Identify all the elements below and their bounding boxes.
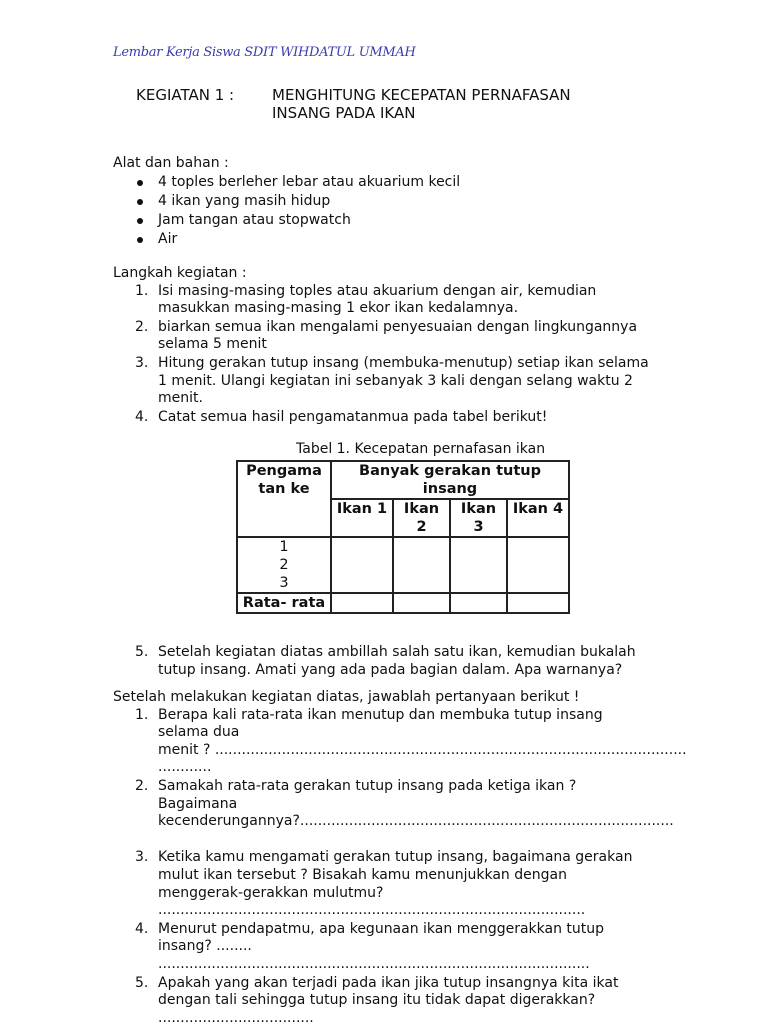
- question-item-line: mulut ikan tersebut ? Bisakah kamu menunjukkan dengan: [158, 866, 567, 883]
- question-item-number: 2.: [135, 777, 149, 794]
- question-item: [113, 778, 693, 848]
- col-ikan-3: Ikan 3: [450, 499, 507, 537]
- step-5: [113, 644, 693, 680]
- cell[interactable]: [507, 593, 569, 613]
- question-item-number: 3.: [135, 849, 149, 866]
- material-item: Air: [113, 230, 693, 249]
- question-item-number: 5.: [135, 974, 149, 991]
- question-item-line: insang? ........: [158, 938, 252, 955]
- question-item: [113, 921, 693, 974]
- materials-heading: Alat dan bahan :: [113, 155, 229, 171]
- question-item: [113, 707, 693, 777]
- step-item: [113, 319, 693, 354]
- material-item: 4 toples berleher lebar atau akuarium kecil: [113, 173, 693, 192]
- step-item-number: 2.: [135, 318, 149, 335]
- table-caption: Tabel 1. Kecepatan pernafasan ikan: [296, 441, 546, 457]
- row-2: 2: [279, 557, 289, 573]
- step-item: [113, 644, 693, 679]
- question-item-line: Berapa kali rata-rata ikan menutup dan membuka tutup insang: [158, 706, 603, 723]
- step-item-line: selama 5 menit: [158, 336, 267, 353]
- question-item-line: [158, 831, 693, 849]
- cell[interactable]: [393, 537, 450, 593]
- step-item: [113, 409, 693, 427]
- step-item: [113, 283, 693, 318]
- question-item-line: Apakah yang akan terjadi pada ikan jika tutup insangnya kita ikat: [158, 974, 619, 991]
- step-item-number: 5.: [135, 644, 149, 660]
- cell[interactable]: [450, 537, 507, 593]
- materials-list: [113, 173, 693, 249]
- row-1: 1: [279, 539, 289, 555]
- row-average: Rata- rata: [237, 593, 331, 613]
- step-item-number: 3.: [135, 354, 149, 371]
- step-item-line: 1 menit. Ulangi kegiatan ini sebanyak 3 kali dengan selang waktu 2: [158, 372, 633, 389]
- activity-label: KEGIATAN 1 :: [136, 86, 235, 104]
- question-item-line: ............: [158, 759, 212, 776]
- row-3: 3: [279, 575, 289, 591]
- question-item-line: menit ? ..........................................................................................................: [158, 741, 687, 758]
- col-group: Banyak gerakan tutup insang: [331, 461, 569, 499]
- activity-title-2: INSANG PADA IKAN: [272, 104, 416, 122]
- question-item: [113, 849, 693, 919]
- step-item-line: tutup insang. Amati yang ada pada bagian dalam. Apa warnanya?: [158, 661, 623, 678]
- step-item-number: 1.: [135, 282, 149, 299]
- question-item-line: dengan tali sehingga tutup insang itu tidak dapat digerakkan?: [158, 992, 596, 1009]
- question-item-line: Menurut pendapatmu, apa kegunaan ikan menggerakkan tutup: [158, 920, 605, 937]
- questions-heading: Setelah melakukan kegiatan diatas, jawablah pertanyaan berikut !: [113, 689, 580, 705]
- col-ikan-2: Ikan 2: [393, 499, 450, 537]
- question-item-line: kecenderungannya?....................................................................................: [158, 813, 674, 830]
- activity-title-1: MENGHITUNG KECEPATAN PERNAFASAN: [272, 86, 571, 104]
- row-numbers: [237, 537, 331, 593]
- step-item-line: Setelah kegiatan diatas ambillah salah satu ikan, kemudian bukalah: [158, 644, 636, 660]
- question-item: [113, 975, 693, 1024]
- material-item: Jam tangan atau stopwatch: [113, 211, 693, 230]
- cell[interactable]: [331, 593, 393, 613]
- question-item-line: menggerak-gerakkan mulutmu?: [158, 884, 384, 901]
- cell[interactable]: [331, 537, 393, 593]
- col-ikan-1: Ikan 1: [331, 499, 393, 537]
- question-item-line: Ketika kamu mengamati gerakan tutup insang, bagaimana gerakan: [158, 849, 633, 866]
- step-item-line: masukkan masing-masing 1 ekor ikan kedalamnya.: [158, 300, 519, 317]
- question-item-line: selama dua: [158, 724, 240, 741]
- step-item-line: Isi masing-masing toples atau akuarium dengan air, kemudian: [158, 282, 597, 299]
- observation-table: [236, 460, 570, 614]
- cell[interactable]: [507, 537, 569, 593]
- question-item-line: ...................................: [158, 1009, 314, 1024]
- question-item-line: Samakah rata-rata gerakan tutup insang pada ketiga ikan ?: [158, 777, 577, 794]
- steps-section: [113, 265, 693, 427]
- col-observation: Pengama tan ke: [237, 461, 331, 537]
- step-item-number: 4.: [135, 408, 149, 425]
- questions-section: [113, 689, 693, 1024]
- steps-list: [113, 283, 693, 427]
- question-item-number: 1.: [135, 706, 149, 723]
- step-item: [113, 355, 693, 408]
- step-item-line: biarkan semua ikan mengalami penyesuaian dengan lingkungannya: [158, 318, 638, 335]
- header: Lembar Kerja Siswa SDIT WIHDATUL UMMAH: [113, 45, 416, 60]
- questions-list: [113, 707, 693, 1024]
- steps-heading: Langkah kegiatan :: [113, 265, 247, 281]
- cell[interactable]: [393, 593, 450, 613]
- materials-section: [113, 155, 693, 249]
- col-ikan-4: Ikan 4: [507, 499, 569, 537]
- step-item-line: menit.: [158, 390, 203, 407]
- step-item-line: Hitung gerakan tutup insang (membuka-menutup) setiap ikan selama: [158, 354, 649, 371]
- cell[interactable]: [450, 593, 507, 613]
- question-item-line: .................................................................................................: [158, 955, 590, 972]
- question-item-number: 4.: [135, 920, 149, 937]
- step-item-line: Catat semua hasil pengamatanmua pada tabel berikut!: [158, 408, 548, 425]
- question-item-line: Bagaimana: [158, 795, 238, 812]
- material-item: 4 ikan yang masih hidup: [113, 192, 693, 211]
- question-item-line: ................................................................................................: [158, 902, 586, 919]
